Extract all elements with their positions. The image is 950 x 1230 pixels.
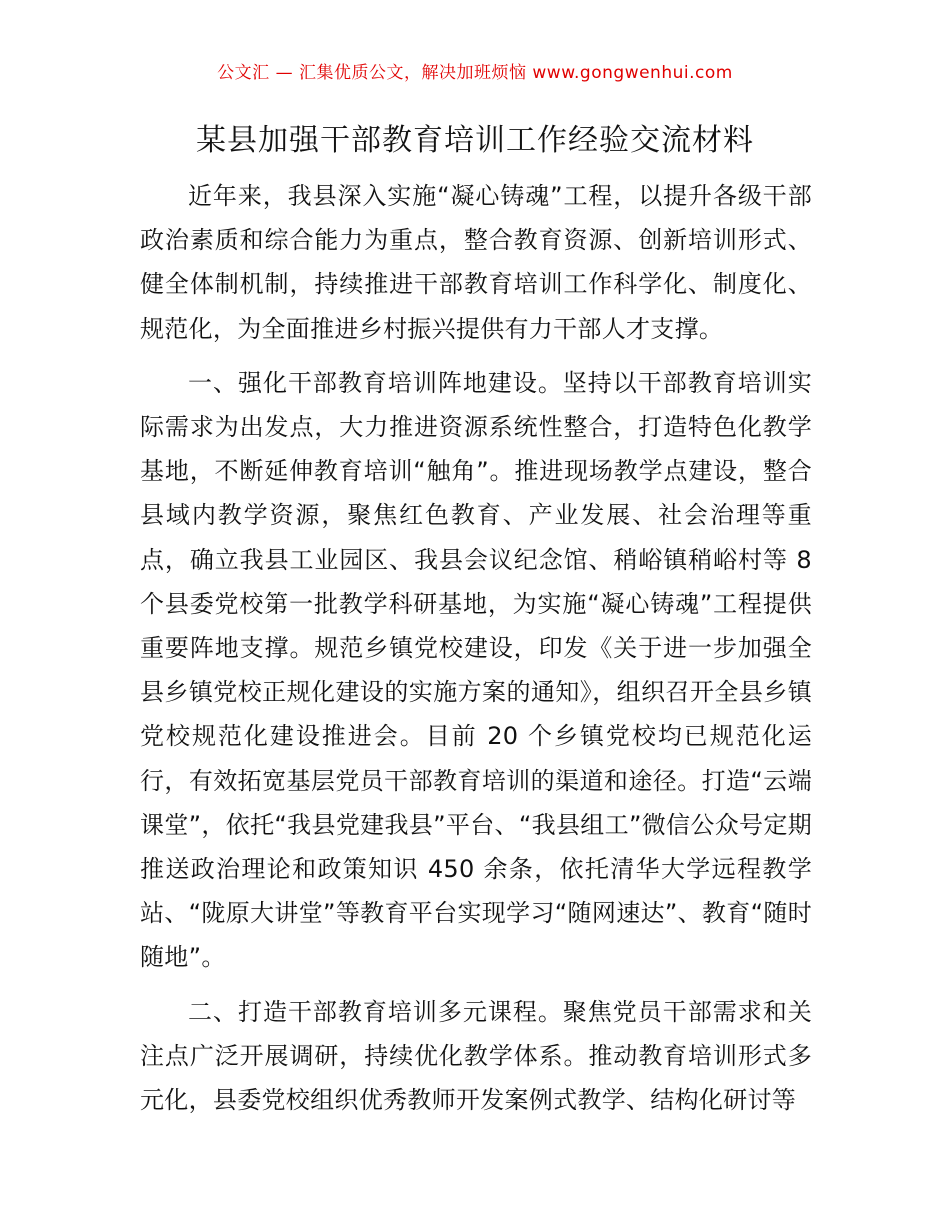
paragraph-section-2: 二、打造干部教育培训多元课程。聚焦党员干部需求和关注点广泛开展调研，持续优化教学体系。推动教育培训形式多元化，县委党校组织优秀教师开发案例式教学、结构化研讨等: [140, 997, 812, 1115]
paragraph-section-1: 一、强化干部教育培训阵地建设。坚持以干部教育培训实际需求为出发点，大力推进资源系统性整合，打造特色化教学基地，不断延伸教育培训“触角”。推进现场教学点建设，整合县域内教学资源，聚焦红色教育、产业发展、社会治理等重点，确立我县工业园区、我县会议纪念馆、稍峪镇稍峪村等 8 个县委党校第一批教学科研基地，为实施“凝心铸魂”工程提供重要阵地支撑。规范乡镇党校建设，印发《关于进一步加强全县乡镇党校正规化建设的实施方案的通知》，组织召开全县乡镇党校规范化建设推进会。目前 20 个乡镇党校均已规范化运行，有效拓宽基层党员干部教育培训的渠道和途径。打造“云端课堂”，依托“我县党建我县”平台、“我县组工”微信公众号定期推送政治理论和政策知识 450 余条，依托清华大学远程教学站、“陇原大讲堂”等教育平台实现学习“随网速达”、教育“随时随地”。: [140, 368, 812, 972]
document-body: [140, 174, 812, 1132]
site-banner: 公文汇 — 汇集优质公文，解决加班烦恼 www.gongwenhui.com: [217, 63, 733, 83]
document-title: 某县加强干部教育培训工作经验交流材料: [196, 123, 754, 158]
paragraph-intro: 近年来，我县深入实施“凝心铸魂”工程，以提升各级干部政治素质和综合能力为重点，整合教育资源、创新培训形式、健全体制机制，持续推进干部教育培训工作科学化、制度化、规范化，为全面推进乡村振兴提供有力干部人才支撑。: [140, 182, 812, 343]
